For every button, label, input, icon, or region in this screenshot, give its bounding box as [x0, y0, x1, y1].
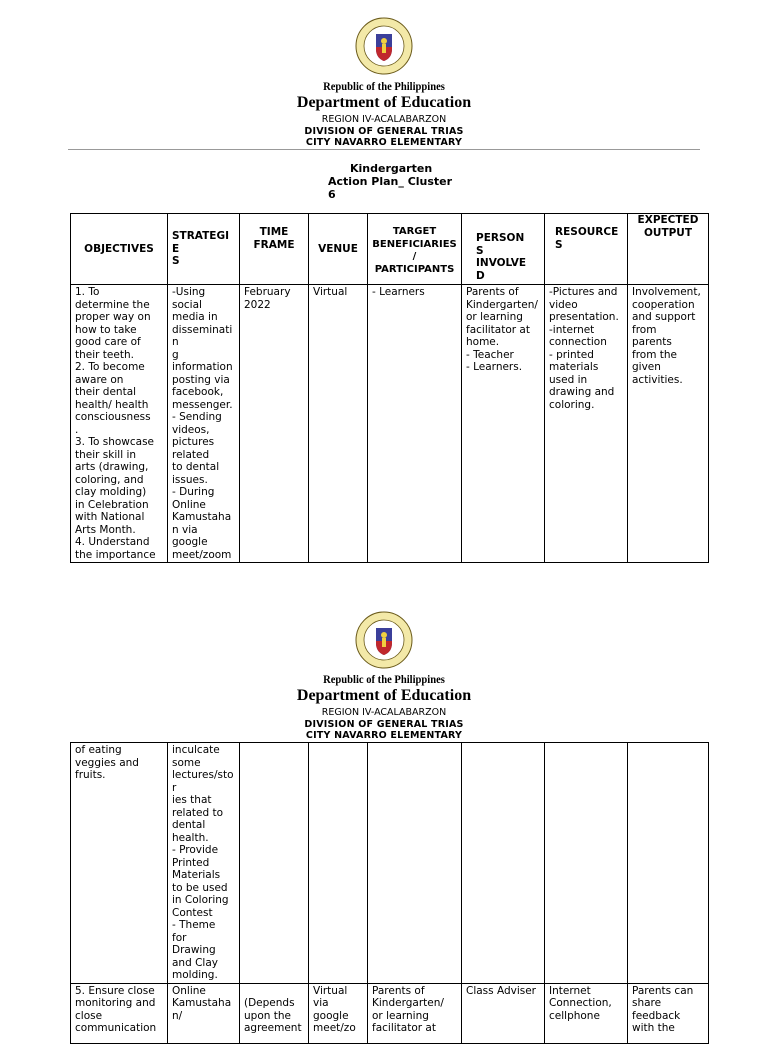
division-line: DIVISION OF GENERAL TRIAS	[304, 126, 464, 137]
cell-time-frame: February 2022	[240, 285, 309, 563]
cell-venue-5: Virtual via google meet/zo	[309, 983, 368, 1043]
header-resources: RESOURCE S	[545, 214, 628, 285]
deped-seal-logo-2	[355, 611, 413, 669]
cell-empty	[628, 743, 709, 984]
region-line: REGION IV-ACALABARZON	[321, 114, 447, 125]
school-line-2: CITY NAVARRO ELEMENTARY	[305, 730, 463, 741]
cell-empty	[240, 743, 309, 984]
republic-line: Republic of the Philippines	[323, 79, 445, 93]
title-line-3: 6	[328, 188, 336, 201]
school-line: CITY NAVARRO ELEMENTARY	[305, 137, 463, 148]
header-time-frame: TIME FRAME	[240, 214, 309, 285]
division-line-2: DIVISION OF GENERAL TRIAS	[304, 719, 464, 730]
action-plan-table-continued	[70, 742, 709, 1044]
header-expected-output: EXPECTED OUTPUT	[628, 214, 709, 285]
department-title-2: Department of Education	[296, 687, 472, 704]
cell-objectives-5: 5. Ensure close monitoring and close communication	[71, 983, 168, 1043]
department-title: Department of Education	[296, 94, 472, 111]
cell-output: Involvement, cooperation and support from parents from the given activities.	[628, 285, 709, 563]
header-strategies: STRATEGIE S	[168, 214, 240, 285]
cell-empty	[368, 743, 462, 984]
table-row	[71, 285, 709, 563]
region-line-2: REGION IV-ACALABARZON	[321, 707, 447, 718]
deped-seal-logo	[355, 17, 413, 75]
cell-output-5: Parents can share feedback with the	[628, 983, 709, 1043]
table-row	[71, 743, 709, 984]
header-objectives: OBJECTIVES	[71, 214, 168, 285]
cell-empty	[462, 743, 545, 984]
cell-persons-5: Class Adviser	[462, 983, 545, 1043]
header-venue: VENUE	[309, 214, 368, 285]
document-title	[328, 162, 452, 201]
cell-venue: Virtual	[309, 285, 368, 563]
action-plan-table	[70, 213, 709, 563]
cell-objectives: 1. To determine the proper way on how to take good care of their teeth. 2. To become aware on their dental health/ health consciousness . 3. To showcase their skill in arts (drawing, coloring, and clay molding) in Celebration with National Arts Month. 4. Understand the importance	[71, 285, 168, 563]
title-line-1: Kindergarten	[350, 162, 433, 175]
cell-strategies: -Using social media in disseminatin g information posting via facebook, messenger. - Sending videos, pictures related to dental issues. - During Online Kamustaha n via google meet/zoom	[168, 285, 240, 563]
cell-resources: -Pictures and video presentation. -internet connection - printed materials used in drawing and coloring.	[545, 285, 628, 563]
cell-target: - Learners	[368, 285, 462, 563]
cell-resources-5: Internet Connection, cellphone	[545, 983, 628, 1043]
cell-persons: Parents of Kindergarten/ or learning facilitator at home. - Teacher - Learners.	[462, 285, 545, 563]
cell-empty	[545, 743, 628, 984]
header-target-beneficiaries: TARGET BENEFICIARIES/ PARTICIPANTS	[368, 214, 462, 285]
cell-strategies-cont: inculcate some lectures/stor ies that related to dental health. - Provide Printed Materials to be used in Coloring Contest - Theme for Drawing and Clay molding.	[168, 743, 240, 984]
title-line-2: Action Plan_ Cluster	[328, 175, 453, 188]
header-divider	[68, 149, 700, 150]
cell-objectives-cont: of eating veggies and fruits.	[71, 743, 168, 984]
header-persons-involved: PERSON S INVOLVE D	[462, 214, 545, 285]
cell-empty	[309, 743, 368, 984]
cell-target-5: Parents of Kindergarten/ or learning facilitator at	[368, 983, 462, 1043]
table-row	[71, 983, 709, 1043]
republic-line-2: Republic of the Philippines	[323, 672, 445, 686]
cell-strategies-5: Online Kamustaha n/	[168, 983, 240, 1043]
cell-time-frame-5: (Depends upon the agreement	[240, 983, 309, 1043]
